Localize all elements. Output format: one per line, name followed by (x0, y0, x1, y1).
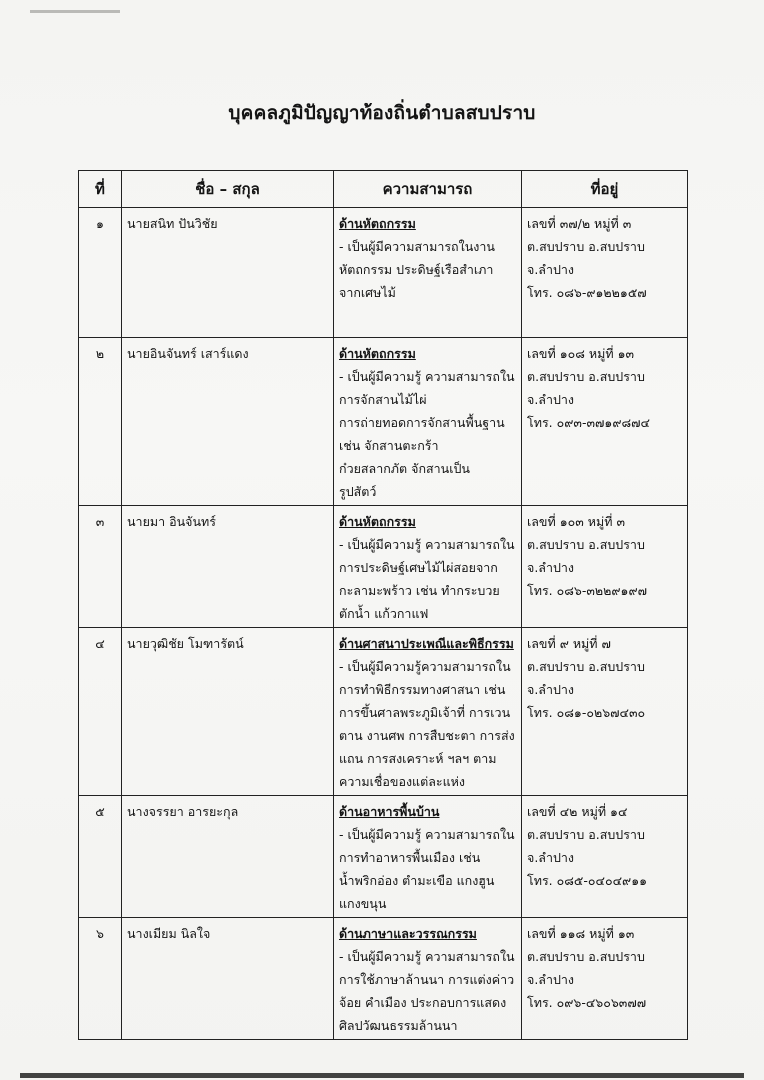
row-number: ๔ (79, 628, 122, 796)
address-line: ต.สบปราบ อ.สบปราบ (527, 827, 645, 842)
header-address: ที่อยู่ (522, 171, 688, 208)
address-cell (522, 208, 688, 338)
row-number: ๓ (79, 506, 122, 628)
ability-category: ด้านศาสนาประเพณีและพิธีกรรม (339, 636, 514, 651)
row-number: ๑ (79, 208, 122, 338)
phone-line: โทร. ๐๙๓-๓๗๑๙๘๗๔ (527, 415, 650, 430)
ability-category: ด้านหัตถกรรม (339, 514, 416, 529)
address-line: เลขที่ ๑๐๓ หมู่ที่ ๓ (527, 514, 626, 529)
address-line: ต.สบปราบ อ.สบปราบ (527, 537, 645, 552)
address-line: ต.สบปราบ อ.สบปราบ (527, 239, 645, 254)
person-name: นางเมียม นิลใจ (122, 918, 334, 1040)
address-line: เลขที่ ๓๗/๒ หมู่ที่ ๓ (527, 216, 632, 231)
ability-line: รูปสัตว์ (339, 484, 377, 499)
ability-line: การประดิษฐ์เศษไม้ไผ่สอยจาก (339, 560, 498, 575)
ability-cell (334, 918, 522, 1040)
table-row (79, 506, 688, 628)
address-line: เลขที่ ๑๑๘ หมู่ที่ ๑๓ (527, 926, 635, 941)
ability-cell (334, 628, 522, 796)
phone-line: โทร. ๐๘๖-๙๑๒๒๑๕๗ (527, 285, 647, 300)
phone-line: โทร. ๐๘๕-๐๔๐๔๙๑๑ (527, 873, 648, 888)
address-line: ต.สบปราบ อ.สบปราบ (527, 659, 645, 674)
person-name: นายสนิท ปันวิชัย (122, 208, 334, 338)
table-row (79, 338, 688, 506)
ability-cell (334, 208, 522, 338)
address-cell (522, 796, 688, 918)
ability-line: หัตถกรรม ประดิษฐ์เรือสำเภา (339, 262, 494, 277)
row-number: ๒ (79, 338, 122, 506)
ability-line: น้ำพริกอ่อง ตำมะเขือ แกงฮูน (339, 873, 495, 888)
ability-line: การถ่ายทอดการจักสานพื้นฐาน (339, 415, 505, 430)
ability-line: แกงขนุน (339, 896, 387, 911)
wisdom-table (78, 170, 688, 1040)
person-name: นางจรรยา อารยะกุล (122, 796, 334, 918)
address-line: เลขที่ ๑๐๘ หมู่ที่ ๑๓ (527, 346, 635, 361)
scan-edge-top (30, 10, 120, 13)
ability-category: ด้านหัตถกรรม (339, 346, 416, 361)
ability-line: - เป็นผู้มีความรู้ความสามารถใน (339, 659, 511, 674)
ability-line: - เป็นผู้มีความรู้ ความสามารถใน (339, 369, 515, 384)
ability-line: แถน การสงเคราะห์ ฯลฯ ตาม (339, 751, 497, 766)
address-cell (522, 338, 688, 506)
ability-category: ด้านภาษาและวรรณกรรม (339, 926, 477, 941)
address-line: จ.ลำปาง (527, 682, 575, 697)
address-line: จ.ลำปาง (527, 392, 575, 407)
ability-line: เช่น จักสานตะกร้า (339, 438, 439, 453)
address-line: จ.ลำปาง (527, 560, 575, 575)
ability-line: - เป็นผู้มีความรู้ ความสามารถใน (339, 827, 515, 842)
address-cell (522, 918, 688, 1040)
ability-line: จากเศษไม้ (339, 285, 396, 300)
ability-cell (334, 506, 522, 628)
ability-line: การทำอาหารพื้นเมือง เช่น (339, 850, 481, 865)
ability-line: ก๋วยสลากภัต จักสานเป็น (339, 461, 470, 476)
ability-cell (334, 338, 522, 506)
address-cell (522, 506, 688, 628)
phone-line: โทร. ๐๙๖-๔๖๐๖๓๗๗ (527, 995, 647, 1010)
address-line: เลขที่ ๙ หมู่ที่ ๗ (527, 636, 611, 651)
ability-category: ด้านหัตถกรรม (339, 216, 416, 231)
address-line: จ.ลำปาง (527, 262, 575, 277)
header-ability: ความสามารถ (334, 171, 522, 208)
table-row (79, 628, 688, 796)
ability-line: ศิลปวัฒนธรรมล้านนา (339, 1018, 458, 1033)
person-name: นายวุฒิชัย โมฑารัตน์ (122, 628, 334, 796)
page-title: บุคคลภูมิปัญญาท้องถิ่นตำบลสบปราบ (228, 102, 536, 124)
address-line: ต.สบปราบ อ.สบปราบ (527, 949, 645, 964)
header-name: ชื่อ – สกุล (122, 171, 334, 208)
ability-line: การจักสานไม้ไผ่ (339, 392, 427, 407)
phone-line: โทร. ๐๘๑-๐๒๖๗๔๓๐ (527, 705, 646, 720)
address-line: เลขที่ ๔๒ หมู่ที่ ๑๔ (527, 804, 628, 819)
phone-line: โทร. ๐๘๖-๓๒๒๙๑๙๗ (527, 583, 648, 598)
ability-line: การขึ้นศาลพระภูมิเจ้าที่ การเวน (339, 705, 511, 720)
row-number: ๕ (79, 796, 122, 918)
header-number: ที่ (79, 171, 122, 208)
address-line: ต.สบปราบ อ.สบปราบ (527, 369, 645, 384)
address-line: จ.ลำปาง (527, 850, 575, 865)
ability-line: การทำพิธีกรรมทางศาสนา เช่น (339, 682, 506, 697)
table-header-row (79, 171, 688, 208)
ability-line: ตักน้ำ แก้วกาแฟ (339, 606, 429, 621)
ability-line: ความเชื่อของแต่ละแห่ง (339, 774, 466, 789)
ability-cell (334, 796, 522, 918)
ability-line: - เป็นผู้มีความรู้ ความสามารถใน (339, 949, 515, 964)
person-name: นายมา อินจันทร์ (122, 506, 334, 628)
ability-line: การใช้ภาษาล้านนา การแต่งค่าว (339, 972, 515, 987)
table-row (79, 796, 688, 918)
ability-line: - เป็นผู้มีความรู้ ความสามารถใน (339, 537, 515, 552)
ability-line: จ้อย คำเมือง ประกอบการแสดง (339, 995, 507, 1010)
ability-line: กะลามะพร้าว เช่น ทำกระบวย (339, 583, 500, 598)
person-name: นายอินจันทร์ เสาร์แดง (122, 338, 334, 506)
address-line: จ.ลำปาง (527, 972, 575, 987)
table-row (79, 208, 688, 338)
address-cell (522, 628, 688, 796)
scan-edge-bottom (20, 1073, 744, 1078)
table-row (79, 918, 688, 1040)
row-number: ๖ (79, 918, 122, 1040)
ability-category: ด้านอาหารพื้นบ้าน (339, 804, 440, 819)
ability-line: - เป็นผู้มีความสามารถในงาน (339, 239, 495, 254)
ability-line: ตาน งานศพ การสืบชะตา การส่ง (339, 728, 515, 743)
